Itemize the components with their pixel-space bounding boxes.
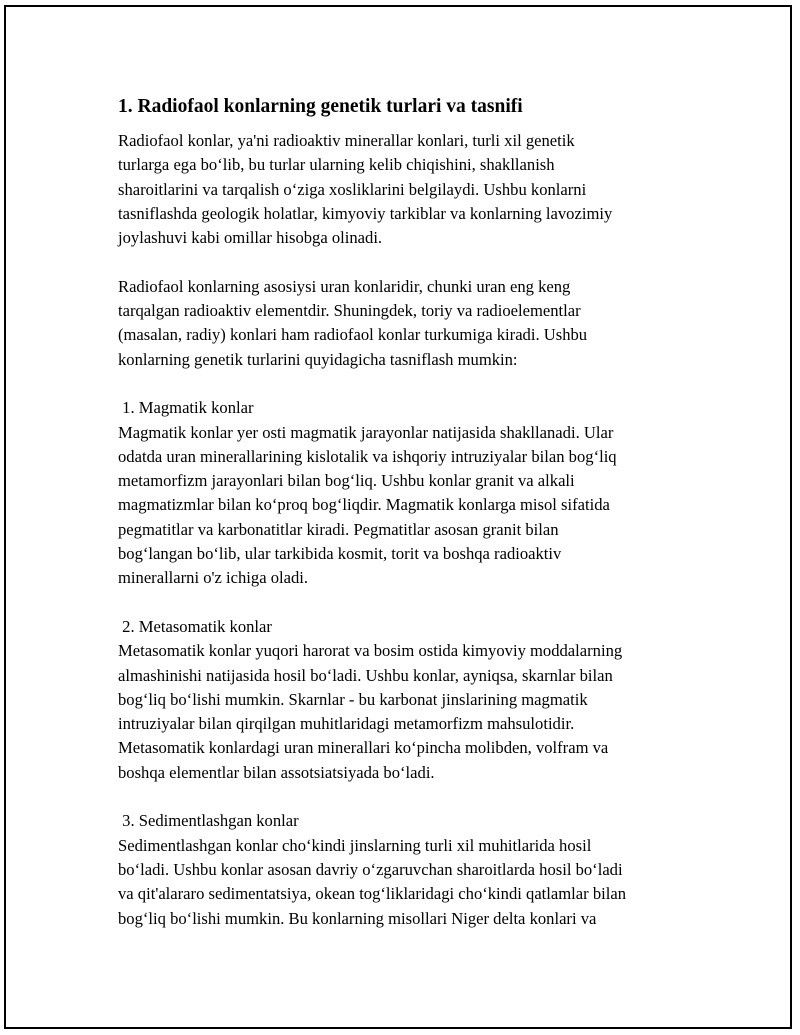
section-title-metasomatic: 2. Metasomatik konlar — [118, 616, 272, 636]
intro-paragraph-2: Radiofaol konlarning asosiysi uran konlaridir, chunki uran eng keng tarqalgan radioaktiv elementdir. Shuningdek, toriy va radioelementlar (masalan, radiy) konlari ham radiofaol konlar turkumiga kiradi. Ushbu konlarning genetik turlarini quyidagicha tasniflash mumkin: — [118, 276, 588, 369]
document-heading: 1. Radiofaol konlarning genetik turlari va tasnifi — [118, 96, 523, 117]
paragraph-gap — [118, 591, 708, 615]
section-title-magmatic: 1. Magmatik konlar — [118, 398, 254, 418]
document-body — [118, 93, 708, 931]
paragraph-gap — [118, 785, 708, 809]
section-body-metasomatic: Metasomatik konlar yuqori harorat va bosim ostida kimyoviy moddalarning almashinishi natijasida hosil bo‘ladi. Ushbu konlar, ayniqsa, skarnlar bilan bog‘liq bo‘lishi mumkin. Skarnlar - bu karbonat jinslarining magmatik intruziyalar bilan qirqilgan muhitlaridagi metamorfizm mahsulotidir. Metasomatik konlardagi uran minerallari ko‘pincha molibden, volfram va boshqa elementlar bilan assotsiatsiyada bo‘ladi. — [118, 641, 623, 782]
section-body-sedimentary: Sedimentlashgan konlar cho‘kindi jinslarning turli xil muhitlarida hosil bo‘ladi. Ushbu konlar asosan davriy o‘zgaruvchan sharoitlarda hosil bo‘ladi va qit'alararo sedimentatsiya, okean tog‘liklaridagi cho‘kindi qatlamlar bilan bog‘liq bo‘lishi mumkin. Bu konlarning misollari Niger delta konlari va — [118, 835, 627, 928]
intro-paragraph-1: Radiofaol konlar, ya'ni radioaktiv minerallar konlari, turli xil genetik turlarga ega bo‘lib, bu turlar ularning kelib chiqishini, shakllanish sharoitlarini va tarqalish o‘ziga xosliklarini belgilaydi. Ushbu konlarni tasniflashda geologik holatlar, kimyoviy tarkiblar va konlarning lavozimiy joylashuvi kabi omillar hisobga olinadi. — [118, 131, 613, 248]
section-title-sedimentary: 3. Sedimentlashgan konlar — [118, 811, 299, 831]
paragraph-gap — [118, 372, 708, 396]
paragraph-gap — [118, 250, 708, 274]
section-body-magmatic: Magmatik konlar yer osti magmatik jarayonlar natijasida shakllanadi. Ular odatda uran minerallarining kislotalik va ishqoriy intruziyalar bilan bog‘liq metamorfizm jarayonlari bilan bog‘liq. Ushbu konlar granit va alkali magmatizmlar bilan ko‘proq bog‘liqdir. Magmatik konlarga misol sifatida pegmatitlar va karbonatitlar kiradi. Pegmatitlar asosan granit bilan bog‘langan bo‘lib, ular tarkibida kosmit, torit va boshqa radioaktiv minerallarni o'z ichiga oladi. — [118, 422, 617, 588]
